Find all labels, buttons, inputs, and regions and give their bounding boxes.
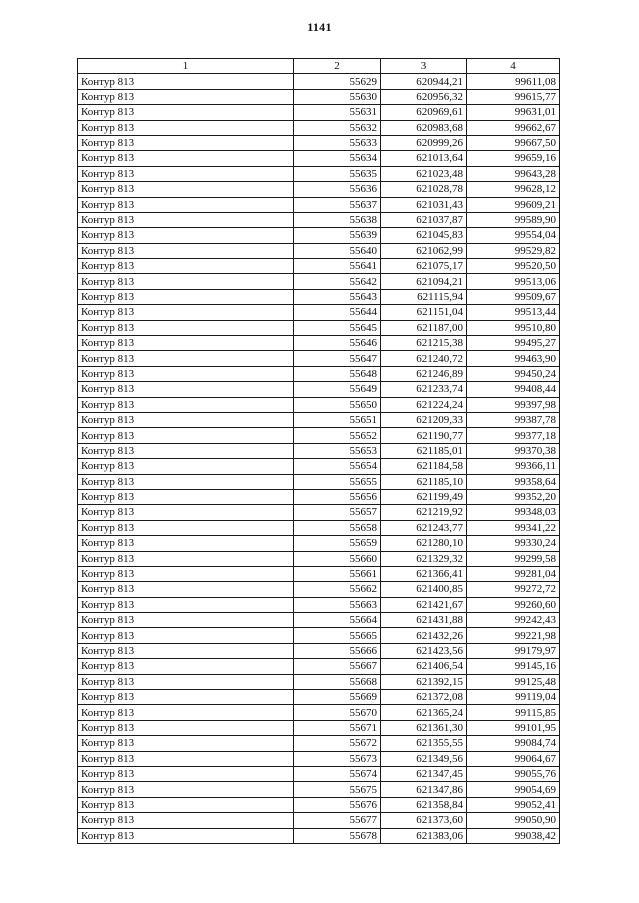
point-number-cell: 55675 [294,782,381,797]
point-number-cell: 55655 [294,474,381,489]
table-row [78,797,560,812]
x-coordinate-cell: 621224,24 [381,397,467,412]
point-number-cell: 55661 [294,566,381,581]
x-coordinate-cell: 621240,72 [381,351,467,366]
point-number-cell: 55643 [294,289,381,304]
point-number-cell: 55671 [294,720,381,735]
contour-name-cell: Контур 813 [78,182,294,197]
contour-name-cell: Контур 813 [78,459,294,474]
y-coordinate-cell: 99662,67 [467,120,560,135]
y-coordinate-cell: 99589,90 [467,212,560,227]
y-coordinate-cell: 99615,77 [467,89,560,104]
table-row [78,74,560,89]
point-number-cell: 55640 [294,243,381,258]
y-coordinate-cell: 99330,24 [467,536,560,551]
y-coordinate-cell: 99084,74 [467,736,560,751]
x-coordinate-cell: 621329,32 [381,551,467,566]
table-row [78,551,560,566]
table-row [78,89,560,104]
y-coordinate-cell: 99119,04 [467,690,560,705]
x-coordinate-cell: 621062,99 [381,243,467,258]
y-coordinate-cell: 99179,97 [467,643,560,658]
y-coordinate-cell: 99659,16 [467,151,560,166]
x-coordinate-cell: 621233,74 [381,382,467,397]
contour-name-cell: Контур 813 [78,336,294,351]
page-number: 1141 [307,20,332,34]
contour-name-cell: Контур 813 [78,674,294,689]
point-number-cell: 55674 [294,766,381,781]
contour-name-cell: Контур 813 [78,828,294,843]
x-coordinate-cell: 621184,58 [381,459,467,474]
column-header-2: 2 [294,59,381,74]
point-number-cell: 55647 [294,351,381,366]
contour-name-cell: Контур 813 [78,597,294,612]
contour-name-cell: Контур 813 [78,520,294,535]
contour-name-cell: Контур 813 [78,751,294,766]
contour-name-cell: Контур 813 [78,443,294,458]
x-coordinate-cell: 621023,48 [381,166,467,181]
table-row [78,613,560,628]
contour-name-cell: Контур 813 [78,166,294,181]
y-coordinate-cell: 99370,38 [467,443,560,458]
x-coordinate-cell: 621423,56 [381,643,467,658]
y-coordinate-cell: 99509,67 [467,289,560,304]
contour-name-cell: Контур 813 [78,305,294,320]
table-row [78,228,560,243]
contour-name-cell: Контур 813 [78,197,294,212]
y-coordinate-cell: 99101,95 [467,720,560,735]
point-number-cell: 55635 [294,166,381,181]
y-coordinate-cell: 99554,04 [467,228,560,243]
point-number-cell: 55644 [294,305,381,320]
x-coordinate-cell: 621421,67 [381,597,467,612]
table-row [78,705,560,720]
contour-name-cell: Контур 813 [78,643,294,658]
contour-name-cell: Контур 813 [78,428,294,443]
point-number-cell: 55670 [294,705,381,720]
table-row [78,736,560,751]
y-coordinate-cell: 99242,43 [467,613,560,628]
point-number-cell: 55657 [294,505,381,520]
contour-name-cell: Контур 813 [78,474,294,489]
contour-name-cell: Контур 813 [78,613,294,628]
x-coordinate-cell: 621115,94 [381,289,467,304]
y-coordinate-cell: 99348,03 [467,505,560,520]
x-coordinate-cell: 621366,41 [381,566,467,581]
contour-name-cell: Контур 813 [78,412,294,427]
x-coordinate-cell: 620969,61 [381,105,467,120]
x-coordinate-cell: 621383,06 [381,828,467,843]
contour-name-cell: Контур 813 [78,274,294,289]
point-number-cell: 55632 [294,120,381,135]
contour-name-cell: Контур 813 [78,536,294,551]
contour-name-cell: Контур 813 [78,120,294,135]
contour-name-cell: Контур 813 [78,320,294,335]
point-number-cell: 55660 [294,551,381,566]
contour-name-cell: Контур 813 [78,766,294,781]
y-coordinate-cell: 99520,50 [467,259,560,274]
y-coordinate-cell: 99631,01 [467,105,560,120]
x-coordinate-cell: 621349,56 [381,751,467,766]
point-number-cell: 55652 [294,428,381,443]
point-number-cell: 55677 [294,813,381,828]
table-row [78,382,560,397]
y-coordinate-cell: 99358,64 [467,474,560,489]
table-row [78,105,560,120]
point-number-cell: 55666 [294,643,381,658]
y-coordinate-cell: 99463,90 [467,351,560,366]
x-coordinate-cell: 621280,10 [381,536,467,551]
point-number-cell: 55636 [294,182,381,197]
table-row [78,782,560,797]
x-coordinate-cell: 621431,88 [381,613,467,628]
y-coordinate-cell: 99352,20 [467,489,560,504]
y-coordinate-cell: 99387,78 [467,412,560,427]
table-row [78,813,560,828]
contour-name-cell: Контур 813 [78,566,294,581]
contour-name-cell: Контур 813 [78,505,294,520]
point-number-cell: 55659 [294,536,381,551]
point-number-cell: 55673 [294,751,381,766]
x-coordinate-cell: 621151,04 [381,305,467,320]
y-coordinate-cell: 99611,08 [467,74,560,89]
table-row [78,428,560,443]
point-number-cell: 55646 [294,336,381,351]
table-row [78,212,560,227]
y-coordinate-cell: 99366,11 [467,459,560,474]
table-header [78,59,560,74]
x-coordinate-cell: 621347,86 [381,782,467,797]
contour-name-cell: Контур 813 [78,105,294,120]
contour-name-cell: Контур 813 [78,551,294,566]
point-number-cell: 55650 [294,397,381,412]
contour-name-cell: Контур 813 [78,135,294,150]
table-row [78,751,560,766]
x-coordinate-cell: 621219,92 [381,505,467,520]
x-coordinate-cell: 621355,55 [381,736,467,751]
table-row [78,182,560,197]
y-coordinate-cell: 99495,27 [467,336,560,351]
contour-name-cell: Контур 813 [78,797,294,812]
y-coordinate-cell: 99667,50 [467,135,560,150]
y-coordinate-cell: 99272,72 [467,582,560,597]
point-number-cell: 55665 [294,628,381,643]
x-coordinate-cell: 621400,85 [381,582,467,597]
table-row [78,197,560,212]
table-row [78,474,560,489]
point-number-cell: 55656 [294,489,381,504]
x-coordinate-cell: 621361,30 [381,720,467,735]
y-coordinate-cell: 99513,44 [467,305,560,320]
y-coordinate-cell: 99510,80 [467,320,560,335]
contour-name-cell: Контур 813 [78,89,294,104]
point-number-cell: 55667 [294,659,381,674]
point-number-cell: 55639 [294,228,381,243]
x-coordinate-cell: 620983,68 [381,120,467,135]
point-number-cell: 55637 [294,197,381,212]
contour-name-cell: Контур 813 [78,705,294,720]
contour-name-cell: Контур 813 [78,366,294,381]
point-number-cell: 55663 [294,597,381,612]
contour-name-cell: Контур 813 [78,690,294,705]
table-row [78,336,560,351]
point-number-cell: 55645 [294,320,381,335]
x-coordinate-cell: 621190,77 [381,428,467,443]
contour-name-cell: Контур 813 [78,228,294,243]
point-number-cell: 55672 [294,736,381,751]
y-coordinate-cell: 99450,24 [467,366,560,381]
table-row [78,412,560,427]
contour-name-cell: Контур 813 [78,659,294,674]
x-coordinate-cell: 621246,89 [381,366,467,381]
contour-name-cell: Контур 813 [78,813,294,828]
point-number-cell: 55630 [294,89,381,104]
table-row [78,289,560,304]
y-coordinate-cell: 99397,98 [467,397,560,412]
point-number-cell: 55642 [294,274,381,289]
table-row [78,166,560,181]
x-coordinate-cell: 621031,43 [381,197,467,212]
point-number-cell: 55662 [294,582,381,597]
table-row [78,628,560,643]
y-coordinate-cell: 99145,16 [467,659,560,674]
table-body [78,74,560,844]
x-coordinate-cell: 621209,33 [381,412,467,427]
x-coordinate-cell: 621432,26 [381,628,467,643]
x-coordinate-cell: 621199,49 [381,489,467,504]
x-coordinate-cell: 621365,24 [381,705,467,720]
x-coordinate-cell: 621406,54 [381,659,467,674]
table-row [78,828,560,843]
x-coordinate-cell: 621028,78 [381,182,467,197]
table-row [78,459,560,474]
point-number-cell: 55641 [294,259,381,274]
point-number-cell: 55638 [294,212,381,227]
point-number-cell: 55634 [294,151,381,166]
y-coordinate-cell: 99115,85 [467,705,560,720]
table-row [78,243,560,258]
column-header-4: 4 [467,59,560,74]
table-row [78,659,560,674]
contour-name-cell: Контур 813 [78,720,294,735]
y-coordinate-cell: 99628,12 [467,182,560,197]
contour-name-cell: Контур 813 [78,628,294,643]
point-number-cell: 55629 [294,74,381,89]
contour-name-cell: Контур 813 [78,351,294,366]
y-coordinate-cell: 99052,41 [467,797,560,812]
point-number-cell: 55678 [294,828,381,843]
table-row [78,397,560,412]
table-row [78,120,560,135]
table-row [78,643,560,658]
table-row [78,305,560,320]
table-row [78,489,560,504]
table-row [78,566,560,581]
contour-name-cell: Контур 813 [78,489,294,504]
x-coordinate-cell: 621373,60 [381,813,467,828]
y-coordinate-cell: 99341,22 [467,520,560,535]
table-row [78,151,560,166]
contour-name-cell: Контур 813 [78,259,294,274]
y-coordinate-cell: 99643,28 [467,166,560,181]
x-coordinate-cell: 620999,26 [381,135,467,150]
y-coordinate-cell: 99038,42 [467,828,560,843]
column-header-1: 1 [78,59,294,74]
point-number-cell: 55676 [294,797,381,812]
x-coordinate-cell: 621187,00 [381,320,467,335]
x-coordinate-cell: 621185,01 [381,443,467,458]
table-row [78,320,560,335]
x-coordinate-cell: 621185,10 [381,474,467,489]
x-coordinate-cell: 621243,77 [381,520,467,535]
y-coordinate-cell: 99529,82 [467,243,560,258]
y-coordinate-cell: 99299,58 [467,551,560,566]
y-coordinate-cell: 99050,90 [467,813,560,828]
contour-name-cell: Контур 813 [78,151,294,166]
x-coordinate-cell: 621045,83 [381,228,467,243]
table-row [78,443,560,458]
x-coordinate-cell: 620944,21 [381,74,467,89]
contour-name-cell: Контур 813 [78,212,294,227]
contour-name-cell: Контур 813 [78,74,294,89]
point-number-cell: 55631 [294,105,381,120]
point-number-cell: 55668 [294,674,381,689]
point-number-cell: 55658 [294,520,381,535]
y-coordinate-cell: 99513,06 [467,274,560,289]
y-coordinate-cell: 99125,48 [467,674,560,689]
y-coordinate-cell: 99055,76 [467,766,560,781]
x-coordinate-cell: 621347,45 [381,766,467,781]
table-row [78,351,560,366]
x-coordinate-cell: 621392,15 [381,674,467,689]
contour-name-cell: Контур 813 [78,243,294,258]
y-coordinate-cell: 99054,69 [467,782,560,797]
coordinates-table [77,58,560,844]
y-coordinate-cell: 99260,60 [467,597,560,612]
y-coordinate-cell: 99221,98 [467,628,560,643]
point-number-cell: 55653 [294,443,381,458]
table-row [78,259,560,274]
y-coordinate-cell: 99281,04 [467,566,560,581]
point-number-cell: 55664 [294,613,381,628]
table-row [78,274,560,289]
contour-name-cell: Контур 813 [78,382,294,397]
table-row [78,690,560,705]
contour-name-cell: Контур 813 [78,397,294,412]
x-coordinate-cell: 621037,87 [381,212,467,227]
x-coordinate-cell: 621013,64 [381,151,467,166]
table-row [78,720,560,735]
y-coordinate-cell: 99064,67 [467,751,560,766]
table-row [78,505,560,520]
header-row [78,59,560,74]
table-row [78,582,560,597]
table-row [78,674,560,689]
x-coordinate-cell: 620956,32 [381,89,467,104]
y-coordinate-cell: 99609,21 [467,197,560,212]
point-number-cell: 55651 [294,412,381,427]
x-coordinate-cell: 621358,84 [381,797,467,812]
point-number-cell: 55669 [294,690,381,705]
table-row [78,366,560,381]
x-coordinate-cell: 621075,17 [381,259,467,274]
column-header-3: 3 [381,59,467,74]
y-coordinate-cell: 99408,44 [467,382,560,397]
x-coordinate-cell: 621372,08 [381,690,467,705]
contour-name-cell: Контур 813 [78,582,294,597]
point-number-cell: 55633 [294,135,381,150]
x-coordinate-cell: 621215,38 [381,336,467,351]
point-number-cell: 55649 [294,382,381,397]
contour-name-cell: Контур 813 [78,782,294,797]
x-coordinate-cell: 621094,21 [381,274,467,289]
contour-name-cell: Контур 813 [78,736,294,751]
table-row [78,536,560,551]
table-row [78,135,560,150]
point-number-cell: 55648 [294,366,381,381]
contour-name-cell: Контур 813 [78,289,294,304]
table-row [78,766,560,781]
table-row [78,520,560,535]
y-coordinate-cell: 99377,18 [467,428,560,443]
table-row [78,597,560,612]
point-number-cell: 55654 [294,459,381,474]
